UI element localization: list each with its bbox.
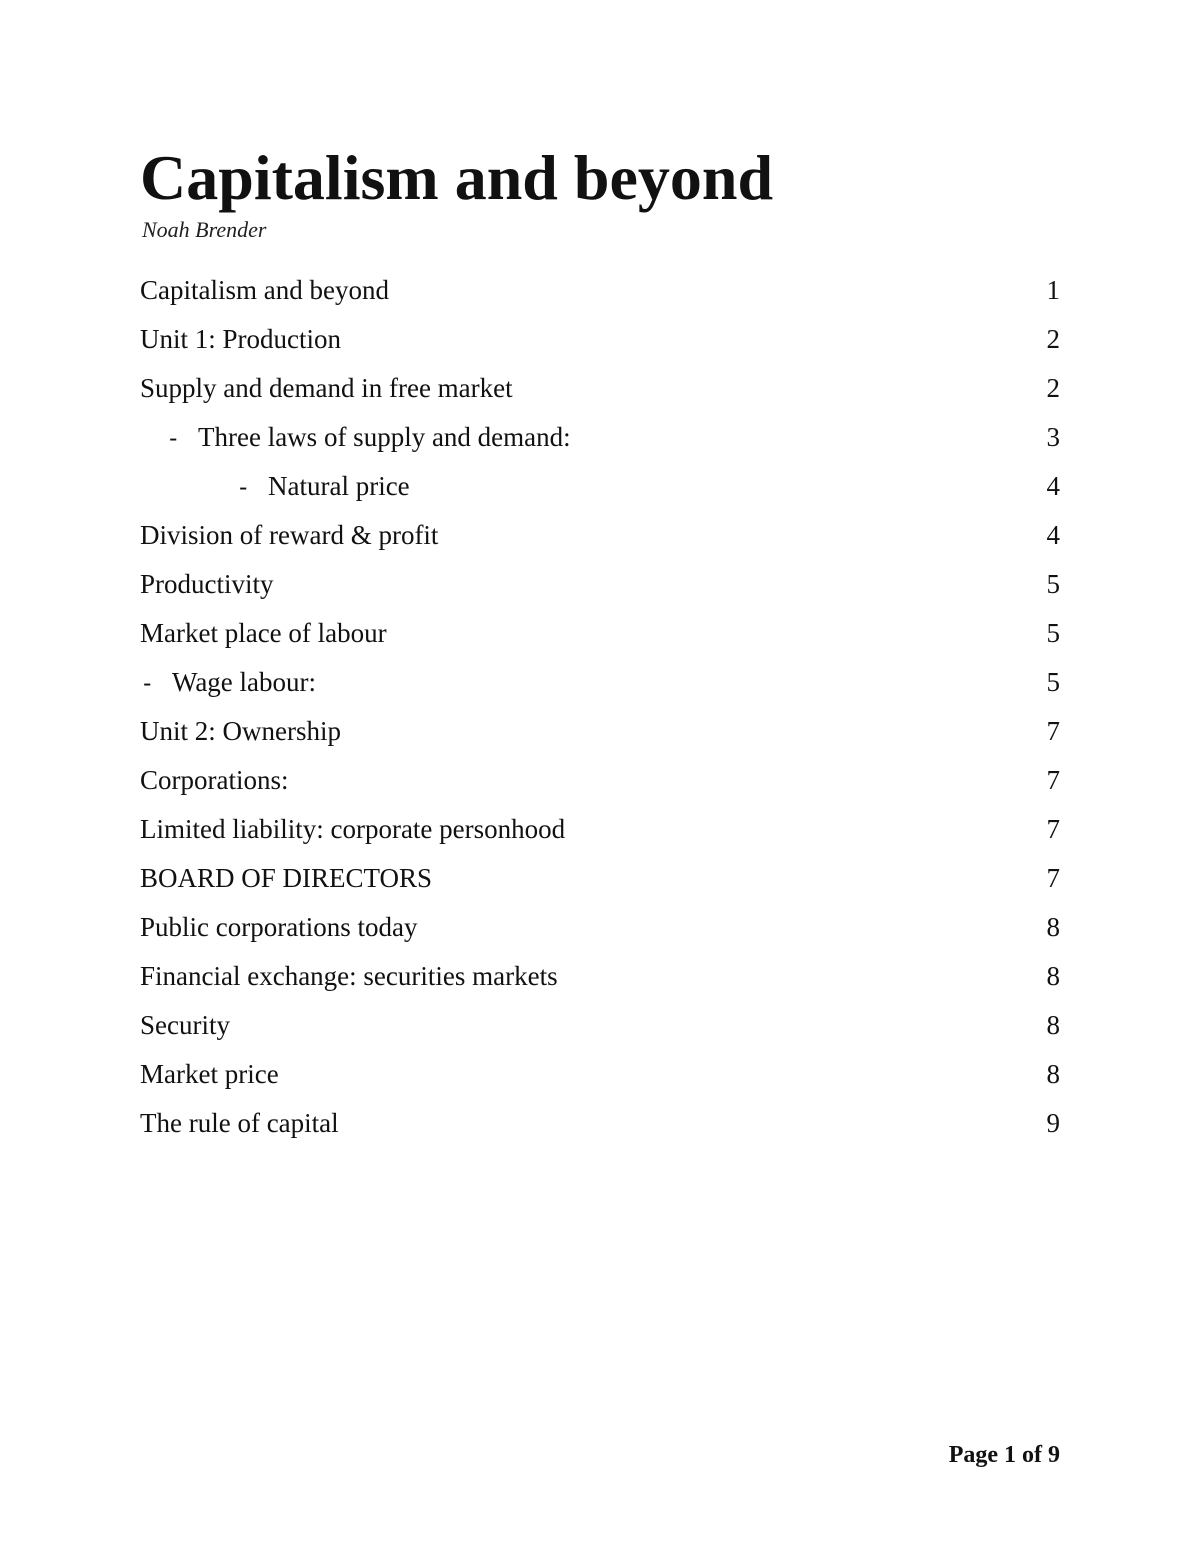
- toc-entry-page: 7: [1046, 814, 1060, 844]
- toc-entry-page: 1: [1046, 275, 1060, 305]
- toc-entry-page: 8: [1046, 912, 1060, 942]
- toc-entry-page: 5: [1046, 569, 1060, 599]
- toc-entry-page: 4: [1046, 520, 1060, 550]
- toc-entry-page: 7: [1046, 716, 1060, 746]
- toc-entry-label: Supply and demand in free market: [140, 373, 513, 403]
- toc-entry[interactable]: [140, 903, 1060, 952]
- toc-entry-label: Unit 1: Production: [140, 324, 341, 354]
- toc-entry[interactable]: [140, 1050, 1060, 1099]
- toc-entry-page: 9: [1046, 1108, 1060, 1138]
- toc-entry[interactable]: [140, 364, 1060, 413]
- toc-entry[interactable]: [140, 315, 1060, 364]
- toc-entry-label: BOARD OF DIRECTORS: [140, 863, 433, 893]
- bullet-dash: -: [140, 669, 155, 697]
- toc-entry[interactable]: [140, 266, 1060, 315]
- toc-entry-label: Wage labour:: [172, 667, 317, 697]
- toc-entry-page: 7: [1046, 863, 1060, 893]
- toc-entry-label: Productivity: [140, 569, 274, 599]
- bullet-dash: -: [236, 473, 251, 501]
- toc-entry-label: Financial exchange: securities markets: [140, 961, 558, 991]
- document-title: Capitalism and beyond: [140, 142, 774, 213]
- toc-entry[interactable]: [140, 658, 1060, 707]
- toc-entry-label: Corporations:: [140, 765, 289, 795]
- toc-entry-page: 7: [1046, 765, 1060, 795]
- toc-entry[interactable]: [140, 805, 1060, 854]
- toc-entry-label: The rule of capital: [140, 1108, 339, 1138]
- toc-entry-page: 2: [1046, 324, 1060, 354]
- toc-entry-label: Three laws of supply and demand:: [198, 422, 571, 452]
- toc-entry[interactable]: [140, 1099, 1060, 1148]
- toc-entry[interactable]: [140, 560, 1060, 609]
- toc-entry-label: Limited liability: corporate personhood: [140, 814, 566, 844]
- toc-entry[interactable]: [140, 609, 1060, 658]
- toc-entry[interactable]: [140, 756, 1060, 805]
- toc-entry-label: Unit 2: Ownership: [140, 716, 341, 746]
- toc-entry[interactable]: [140, 854, 1060, 903]
- toc-entry-label: Security: [140, 1010, 230, 1040]
- bullet-dash: -: [166, 424, 181, 452]
- toc-entry-page: 8: [1046, 1059, 1060, 1089]
- toc-entry-label: Natural price: [268, 471, 410, 501]
- document-author: Noah Brender: [142, 217, 267, 242]
- toc-entry-page: 8: [1046, 961, 1060, 991]
- toc-entry-label: Market place of labour: [140, 618, 387, 648]
- toc-entry[interactable]: [140, 511, 1060, 560]
- toc-entry[interactable]: [140, 952, 1060, 1001]
- table-of-contents: [140, 266, 1060, 1148]
- toc-entry-page: 8: [1046, 1010, 1060, 1040]
- toc-entry-label: Market price: [140, 1059, 279, 1089]
- toc-entry-page: 3: [1046, 422, 1060, 452]
- toc-entry-page: 5: [1046, 618, 1060, 648]
- page-indicator: Page 1 of 9: [948, 1442, 1060, 1468]
- toc-entry[interactable]: [140, 413, 1060, 462]
- toc-entry-page: 5: [1046, 667, 1060, 697]
- toc-entry-label: Division of reward & profit: [140, 520, 439, 550]
- toc-entry-label: Capitalism and beyond: [140, 275, 389, 305]
- toc-entry-label: Public corporations today: [140, 912, 418, 942]
- toc-entry[interactable]: [140, 462, 1060, 511]
- toc-entry-page: 4: [1046, 471, 1060, 501]
- toc-entry-page: 2: [1046, 373, 1060, 403]
- toc-entry[interactable]: [140, 1001, 1060, 1050]
- toc-entry[interactable]: [140, 707, 1060, 756]
